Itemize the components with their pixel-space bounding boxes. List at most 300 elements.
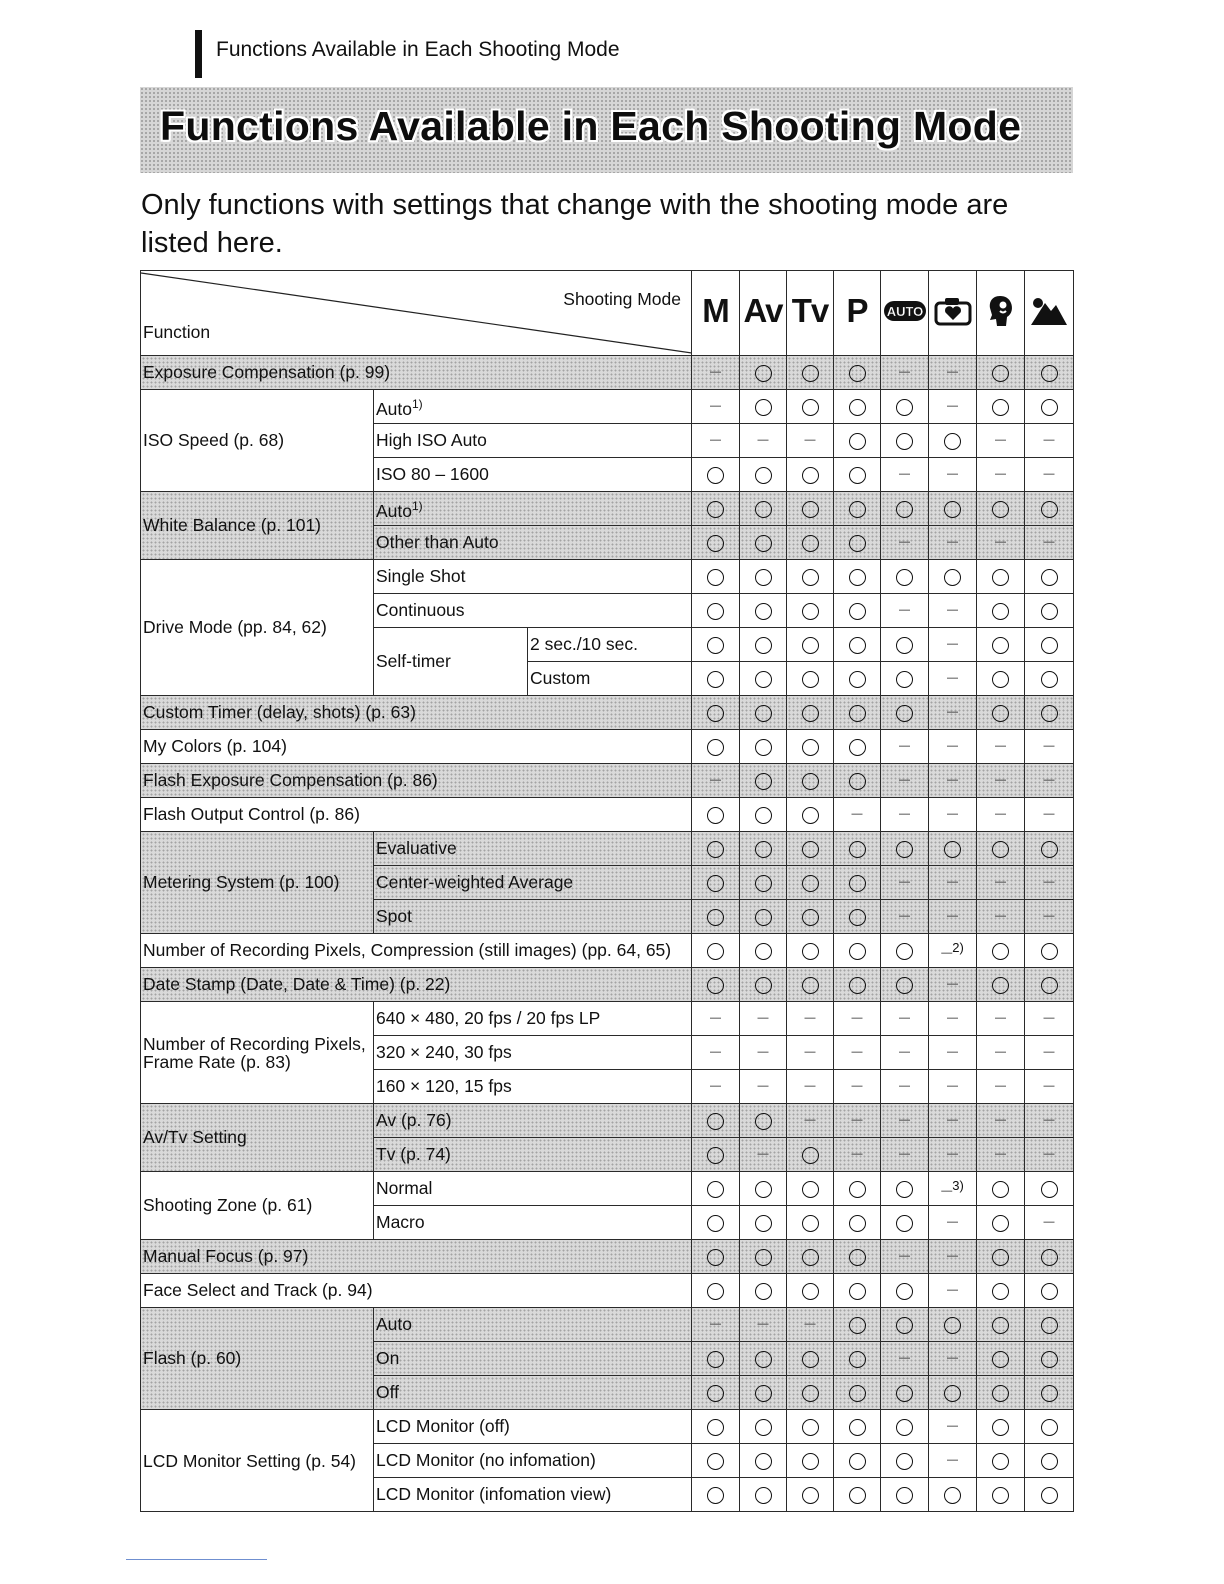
circle-icon [707,1385,724,1402]
footnote-marker: 1) [412,396,423,411]
unavailable-mark [881,356,929,390]
available-mark [740,1274,787,1308]
setting-label: Evaluative [374,832,692,866]
mode-camera-heart-header [929,271,977,356]
available-mark [929,424,977,458]
circle-icon [1041,1283,1058,1300]
available-mark [1025,662,1074,696]
available-mark [881,934,929,968]
dash-icon: — [947,706,959,719]
circle-icon [1041,977,1058,994]
setting-label: Center-weighted Average [374,866,692,900]
circle-icon [755,705,772,722]
available-mark [787,832,834,866]
unavailable-mark [1025,526,1074,560]
available-mark [834,1206,881,1240]
setting-label: LCD Monitor (no infomation) [374,1444,692,1478]
circle-icon [755,739,772,756]
unavailable-mark [929,526,977,560]
available-mark [977,968,1025,1002]
table-row [141,1308,1074,1342]
dash-icon: — [947,1148,959,1161]
unavailable-mark [1025,1002,1074,1036]
unavailable-mark [1025,798,1074,832]
dash-icon: — [947,1080,959,1093]
circle-icon [802,365,819,382]
unavailable-mark [834,1070,881,1104]
available-mark [834,594,881,628]
mode-tv-header: Tv [787,271,834,356]
table-row [141,730,1074,764]
unavailable-mark [787,424,834,458]
unavailable-mark [929,968,977,1002]
dash-icon: — [899,1046,911,1059]
circle-icon [1041,1249,1058,1266]
table-row [141,798,1074,832]
unavailable-mark [787,1308,834,1342]
footnote-marker: 3) [952,1177,964,1193]
dash-icon: — [757,1080,769,1093]
dash-icon: — [1043,1148,1055,1161]
circle-icon [707,875,724,892]
unavailable-mark [929,696,977,730]
dash-icon: — [899,1148,911,1161]
unavailable-mark [929,390,977,424]
available-mark [692,1444,740,1478]
setting-label: Auto [374,1308,692,1342]
unavailable-mark [929,798,977,832]
unavailable-mark [881,1104,929,1138]
available-mark [834,934,881,968]
available-mark [787,1240,834,1274]
dash-icon: — [899,876,911,889]
available-mark [834,356,881,390]
sub-setting-label: Custom [528,662,692,696]
unavailable-mark [881,1036,929,1070]
available-mark [834,1240,881,1274]
function-label-flash-exposure-compensation-p-86: Flash Exposure Compensation (p. 86) [141,764,692,798]
unavailable-mark [1025,1036,1074,1070]
available-mark [692,1138,740,1172]
available-mark [692,934,740,968]
circle-icon [896,841,913,858]
available-mark [787,696,834,730]
table-row [141,492,1074,526]
circle-icon [1041,841,1058,858]
footnote-marker: 2) [952,939,964,955]
unavailable-mark [787,1070,834,1104]
dash-icon: — [941,1185,953,1198]
unavailable-mark [881,730,929,764]
circle-icon [802,535,819,552]
circle-icon [755,841,772,858]
circle-icon [992,399,1009,416]
unavailable-mark [881,458,929,492]
circle-icon [944,1385,961,1402]
available-mark [1025,390,1074,424]
circle-icon [1041,943,1058,960]
available-mark [692,968,740,1002]
circle-icon [755,943,772,960]
available-mark [1025,1240,1074,1274]
dash-icon: — [710,434,722,447]
table-row [141,832,1074,866]
setting-label: Off [374,1376,692,1410]
function-label-my-colors-p-104: My Colors (p. 104) [141,730,692,764]
available-mark [787,764,834,798]
available-mark [740,560,787,594]
dash-icon: — [947,910,959,923]
unavailable-mark [1025,1138,1074,1172]
table-row [141,1410,1074,1444]
circle-icon [849,977,866,994]
available-mark [977,1376,1025,1410]
unavailable-mark [692,764,740,798]
dash-icon: — [851,1148,863,1161]
unavailable-mark [881,798,929,832]
circle-icon [802,1215,819,1232]
available-mark [740,1376,787,1410]
dash-icon: — [1043,1216,1055,1229]
table-row [141,356,1074,390]
dash-icon: — [947,876,959,889]
dash-icon: — [1043,876,1055,889]
function-label-shooting-zone-p-61: Shooting Zone (p. 61) [141,1172,374,1240]
circle-icon [849,1419,866,1436]
dash-icon: — [995,876,1007,889]
circle-icon [802,671,819,688]
circle-icon [802,1283,819,1300]
unavailable-mark [1025,1206,1074,1240]
unavailable-mark [977,730,1025,764]
available-mark [740,1206,787,1240]
dash-icon: — [851,1012,863,1025]
available-mark [834,458,881,492]
unavailable-mark [787,1036,834,1070]
circle-icon [802,1181,819,1198]
available-mark [881,1376,929,1410]
available-mark [692,1104,740,1138]
circle-icon [849,739,866,756]
dash-icon: — [947,536,959,549]
available-mark [740,1172,787,1206]
function-label-exposure-compensation-p-99: Exposure Compensation (p. 99) [141,356,692,390]
unavailable-mark [929,1342,977,1376]
function-label-metering-system-p-100: Metering System (p. 100) [141,832,374,934]
circle-icon [849,1249,866,1266]
table-header-row [141,271,1074,356]
circle-icon [802,467,819,484]
circle-icon [802,1419,819,1436]
circle-icon [896,671,913,688]
circle-icon [755,1283,772,1300]
available-mark [740,900,787,934]
dash-icon: — [947,400,959,413]
mode-auto-header [881,271,929,356]
available-mark [740,1444,787,1478]
circle-icon [992,569,1009,586]
circle-icon [896,1453,913,1470]
available-mark [977,1308,1025,1342]
mode-m-header: M [692,271,740,356]
available-mark [787,1444,834,1478]
circle-icon [944,1317,961,1334]
unavailable-mark [787,1104,834,1138]
unavailable-mark [977,424,1025,458]
circle-icon [755,909,772,926]
unavailable-mark [929,866,977,900]
circle-icon [849,467,866,484]
available-mark [787,900,834,934]
function-label-face-select-and-track-p-94: Face Select and Track (p. 94) [141,1274,692,1308]
available-mark [977,1240,1025,1274]
dash-icon: — [1043,808,1055,821]
available-mark [692,662,740,696]
available-mark [834,560,881,594]
available-mark [881,628,929,662]
setting-label: ISO 80 – 1600 [374,458,692,492]
circle-icon [707,977,724,994]
available-mark [881,1274,929,1308]
unavailable-mark [929,594,977,628]
circle-icon [1041,365,1058,382]
circle-icon [896,1181,913,1198]
dash-icon: — [995,774,1007,787]
unavailable-mark [881,866,929,900]
circle-icon [849,841,866,858]
circle-icon [1041,569,1058,586]
available-mark [740,764,787,798]
available-mark [787,798,834,832]
circle-icon [802,773,819,790]
dash-icon: — [947,1454,959,1467]
unavailable-mark [692,424,740,458]
available-mark [692,594,740,628]
available-mark [787,526,834,560]
unavailable-mark [740,424,787,458]
circle-icon [707,909,724,926]
available-mark [834,696,881,730]
unavailable-mark [1025,764,1074,798]
available-mark [834,1274,881,1308]
dash-icon: — [1043,1080,1055,1093]
available-mark [977,356,1025,390]
available-mark [740,1104,787,1138]
circle-icon [755,399,772,416]
available-mark [881,1172,929,1206]
circle-icon [707,1147,724,1164]
dash-icon: — [899,1250,911,1263]
circle-icon [992,603,1009,620]
available-mark [929,1308,977,1342]
circle-icon [944,501,961,518]
circle-icon [707,501,724,518]
setting-label: Continuous [374,594,692,628]
circle-icon [755,637,772,654]
available-mark [787,1274,834,1308]
dash-icon: — [804,1114,816,1127]
circle-icon [896,433,913,450]
dash-icon: — [899,1012,911,1025]
circle-icon [992,1215,1009,1232]
camera-heart-icon [933,295,973,327]
unavailable-mark [834,798,881,832]
unavailable-mark [929,628,977,662]
dash-icon: — [851,1114,863,1127]
available-mark [881,832,929,866]
available-mark [787,492,834,526]
unavailable-mark [881,900,929,934]
circle-icon [707,1181,724,1198]
available-mark [740,662,787,696]
dash-icon: — [947,366,959,379]
circle-icon [1041,1181,1058,1198]
dash-icon: — [995,1012,1007,1025]
circle-icon [849,875,866,892]
available-mark [740,492,787,526]
dash-icon: — [899,604,911,617]
available-mark [881,662,929,696]
dash-icon: — [899,1114,911,1127]
circle-icon [802,569,819,586]
available-mark [740,696,787,730]
unavailable-mark [929,662,977,696]
table-row [141,764,1074,798]
circle-icon [849,705,866,722]
dash-icon: — [1043,910,1055,923]
unavailable-mark [692,1308,740,1342]
dash-icon: — [947,468,959,481]
unavailable-mark [929,1206,977,1240]
unavailable-mark [929,1036,977,1070]
unavailable-mark [881,1138,929,1172]
dash-icon: — [995,808,1007,821]
dash-icon: — [757,434,769,447]
unavailable-mark [929,458,977,492]
circle-icon [707,1487,724,1504]
function-label-custom-timer-delay-shots-p-63: Custom Timer (delay, shots) (p. 63) [141,696,692,730]
circle-icon [707,569,724,586]
available-mark [834,1478,881,1512]
available-mark [1025,1376,1074,1410]
circle-icon [944,433,961,450]
available-mark [740,594,787,628]
function-label-av-tv-setting: Av/Tv Setting [141,1104,374,1172]
available-mark [740,1240,787,1274]
dash-icon: — [1043,1012,1055,1025]
available-mark [834,764,881,798]
circle-icon [707,671,724,688]
dash-icon: — [757,1318,769,1331]
unavailable-mark [740,1138,787,1172]
dash-icon: — [710,1012,722,1025]
available-mark [834,1410,881,1444]
available-mark [881,968,929,1002]
available-mark [1025,696,1074,730]
unavailable-mark [929,1410,977,1444]
circle-icon [802,603,819,620]
dash-icon: — [899,366,911,379]
available-mark [787,458,834,492]
unavailable-mark [740,1036,787,1070]
circle-icon [992,671,1009,688]
circle-icon [802,943,819,960]
available-mark [692,1478,740,1512]
setting-label: High ISO Auto [374,424,692,458]
available-mark [1025,934,1074,968]
circle-icon [802,841,819,858]
circle-icon [896,501,913,518]
sub-setting-label: 2 sec./10 sec. [528,628,692,662]
circle-icon [992,1419,1009,1436]
available-mark [692,1342,740,1376]
function-label-white-balance-p-101: White Balance (p. 101) [141,492,374,560]
dash-icon: — [995,536,1007,549]
available-mark [881,1206,929,1240]
setting-label: Spot [374,900,692,934]
circle-icon [896,1385,913,1402]
dash-icon: — [1043,536,1055,549]
unavailable-mark [740,1070,787,1104]
dash-icon: — [899,910,911,923]
setting-label: Auto$^{1)}$ [374,390,692,424]
available-mark [977,1206,1025,1240]
unavailable-mark [929,900,977,934]
circle-icon [1041,1351,1058,1368]
circle-icon [707,807,724,824]
available-mark [740,968,787,1002]
circle-icon [707,1249,724,1266]
circle-icon [896,1283,913,1300]
diagonal-line [141,271,692,355]
setting-label: Macro [374,1206,692,1240]
circle-icon [992,1283,1009,1300]
unavailable-mark [1025,1104,1074,1138]
circle-icon [755,671,772,688]
available-mark [1025,832,1074,866]
available-mark [881,390,929,424]
unavailable-mark [929,356,977,390]
circle-icon [802,399,819,416]
circle-icon [1041,1419,1058,1436]
table-row [141,696,1074,730]
setting-label: Auto$^{1)}$ [374,492,692,526]
available-mark [787,968,834,1002]
circle-icon [707,705,724,722]
dash-icon: — [710,400,722,413]
available-mark [834,424,881,458]
function-label: Function [143,322,211,342]
table-row [141,1172,1074,1206]
circle-icon [849,943,866,960]
unavailable-mark [929,1274,977,1308]
circle-icon [755,535,772,552]
function-label-manual-focus-p-97: Manual Focus (p. 97) [141,1240,692,1274]
unavailable-mark [977,1036,1025,1070]
circle-icon [755,467,772,484]
available-mark [881,560,929,594]
unavailable-mark [977,866,1025,900]
circle-icon [992,1487,1009,1504]
diagonal-header-cell [141,271,692,356]
unavailable-mark [1025,1070,1074,1104]
function-label-number-of-recording-pixels-compression-still-images-pp-64-65: Number of Recording Pixels, Compression (still images) (pp. 64, 65) [141,934,692,968]
circle-icon [944,841,961,858]
available-mark [692,832,740,866]
dash-icon: — [710,1046,722,1059]
function-label-date-stamp-date-date-time-p-22: Date Stamp (Date, Date & Time) (p. 22) [141,968,692,1002]
circle-icon [1041,501,1058,518]
